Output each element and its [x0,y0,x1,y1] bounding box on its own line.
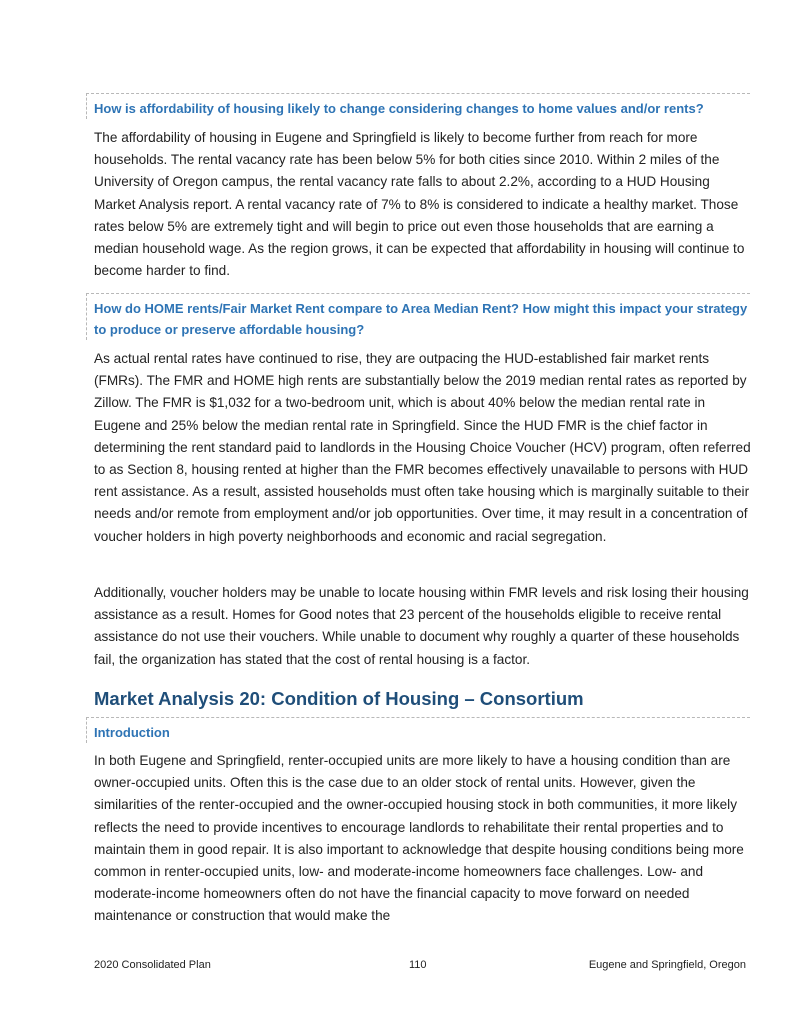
footer-jurisdiction: Eugene and Springfield, Oregon [588,959,746,971]
section-title: Market Analysis 20: Condition of Housing – Consortium [94,688,584,709]
paragraph-introduction: In both Eugene and Springfield, renter-occupied units are more likely to have a housing condition than are owner-occupied units. Often this is the case due to an older stock of rental units. However, given the similarities of the renter-occupied and the owner-occupied housing stock in both communities, it more likely reflects the need to provide incentives to encourage landlords to rehabilitate their rental properties and to maintain them in good repair. It is also important to acknowledge that despite housing conditions being more common in renter-occupied units, low- and moderate-income homeowners face challenges. Low- and moderate-income homeowners often do not have the financial capacity to move forward on needed maintenance or construction that would make the [94,753,744,924]
footer-plan-title: 2020 Consolidated Plan [94,959,211,971]
question-home-rents: How do HOME rents/Fair Market Rent compare to Area Median Rent? How might this impact your strategy to produce or preserve affordable housing? [86,293,750,340]
footer-page-number: 110 [409,959,427,971]
paragraph-fmr-comparison: As actual rental rates have continued to rise, they are outpacing the HUD-established fair market rents (FMRs). The FMR and HOME high rents are substantially below the 2019 median rental rates as reported by Zillow. The FMR is $1,032 for a two-bedroom unit, which is about 40% below the median rental rate in Eugene and 25% below the median rental rate in Springfield. Since the HUD FMR is the chief factor in determining the rent standard paid to landlords in the Housing Choice Voucher (HCV) program, often referred to as Section 8, housing rented at higher than the FMR becomes effectively unavailable to persons with HUD rent assistance. As a result, assisted households must often take housing which is marginally suitable to their needs and/or remote from employment and/or job opportunities. Over time, it may result in a concentration of voucher holders in high poverty neighborhoods and economic and racial segregation. [94,351,751,544]
section-intro-label: Introduction [86,717,750,743]
question-affordability-change: How is affordability of housing likely to change considering changes to home values and/or rents? [86,93,750,119]
paragraph-voucher-holders: Additionally, voucher holders may be unable to locate housing within FMR levels and risk losing their housing assistance as a result. Homes for Good notes that 23 percent of the households eligible to receive rental assistance do not use their vouchers. While unable to document why roughly a quarter of these households fail, the organization has stated that the cost of rental housing is a factor. [94,585,749,667]
paragraph-affordability: The affordability of housing in Eugene and Springfield is likely to become further from reach for more households. The rental vacancy rate has been below 5% for both cities since 2010. Within 2 miles of the University of Oregon campus, the rental vacancy rate falls to about 2.2%, according to a HUD Housing Market Analysis report. A rental vacancy rate of 7% to 8% is considered to indicate a healthy market. Those rates below 5% are extremely tight and will begin to price out even those households that are earning a median household wage. As the region grows, it can be expected that affordability in housing will continue to become harder to find. [94,130,745,279]
